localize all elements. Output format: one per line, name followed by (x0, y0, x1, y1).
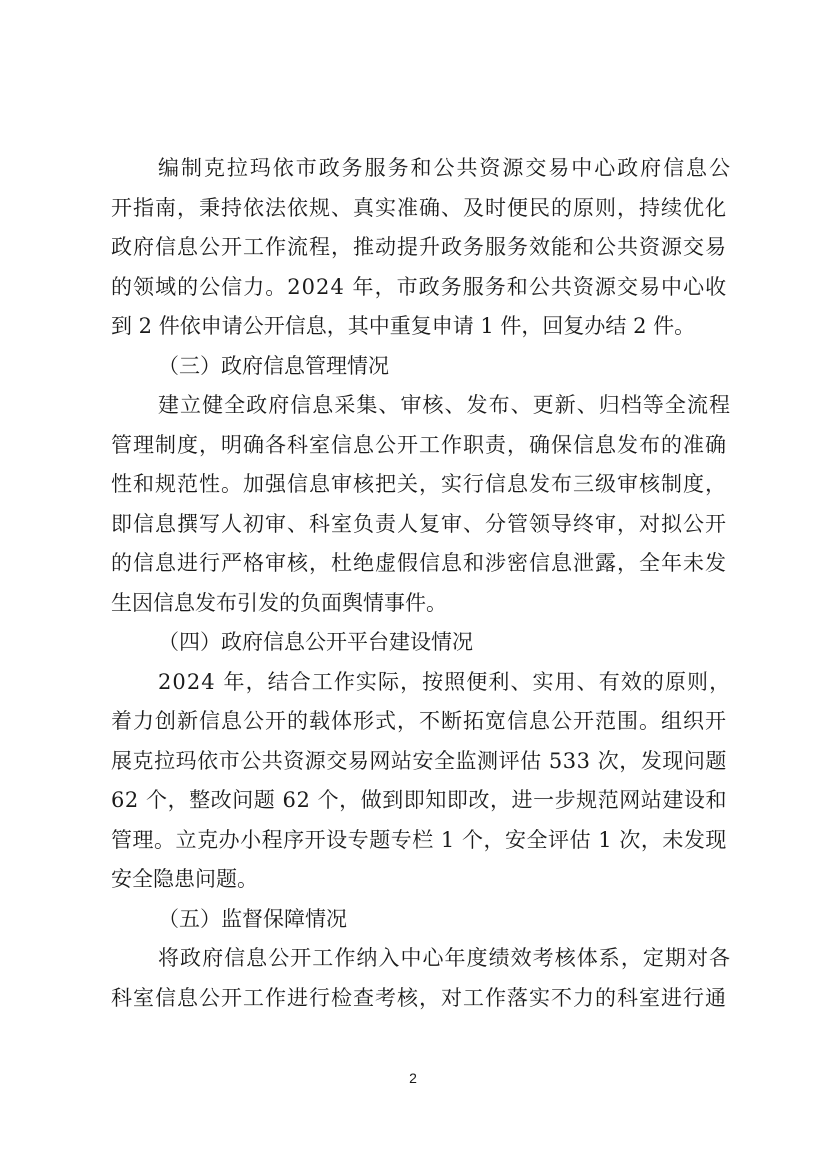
paragraph-line: 到 2 件依申请公开信息，其中重复申请 1 件，回复办结 2 件。 (111, 314, 696, 338)
paragraph-line: 编制克拉玛依市政务服务和公共资源交易中心政府信息公 (158, 156, 732, 180)
paragraph-line: 性和规范性。加强信息审核把关，实行信息发布三级审核制度， (111, 472, 727, 496)
paragraph-line: 的领域的公信力。2024 年，市政务服务和公共资源交易中心收 (111, 274, 728, 299)
paragraph-line: 着力创新信息公开的载体形式，不断拓宽信息公开范围。组织开 (111, 709, 727, 733)
paragraph-line: 62 个，整改问题 62 个，做到即知即改，进一步规范网站建设和 (111, 788, 728, 812)
section-heading: （四）政府信息公开平台建设情况 (158, 630, 473, 654)
section-heading: （五）监督保障情况 (158, 906, 347, 931)
page-number: 2 (409, 1070, 417, 1086)
paragraph-line: 2024 年，结合工作实际，按照便利、实用、有效的原则， (158, 669, 732, 694)
section-heading: （三）政府信息管理情况 (158, 353, 389, 378)
paragraph-line: 安全隐患问题。 (111, 867, 258, 891)
paragraph-line: 将政府信息公开工作纳入中心年度绩效考核体系，定期对各 (158, 946, 732, 970)
paragraph-line: 即信息撰写人初审、科室负责人复审、分管领导终审，对拟公开 (111, 511, 727, 536)
paragraph-line: 管理。立克办小程序开设专题专栏 1 个，安全评估 1 次，未发现 (111, 827, 727, 852)
paragraph-line: 开指南，秉持依法依规、真实准确、及时便民的原则，持续优化 (111, 195, 727, 220)
paragraph-line: 展克拉玛依市公共资源交易网站安全监测评估 533 次，发现问题 (111, 748, 727, 773)
paragraph-line: 的信息进行严格审核，杜绝虚假信息和涉密信息泄露，全年未发 (111, 551, 727, 575)
paragraph-line: 管理制度，明确各科室信息公开工作职责，确保信息发布的准确 (111, 432, 727, 457)
paragraph-line: 政府信息公开工作流程，推动提升政务服务效能和公共资源交易 (111, 235, 727, 259)
paragraph-line: 建立健全政府信息采集、审核、发布、更新、归档等全流程 (158, 393, 732, 417)
paragraph-line: 生因信息发布引发的负面舆情事件。 (111, 590, 447, 615)
paragraph-line: 科室信息公开工作进行检查考核，对工作落实不力的科室进行通 (111, 985, 727, 1010)
